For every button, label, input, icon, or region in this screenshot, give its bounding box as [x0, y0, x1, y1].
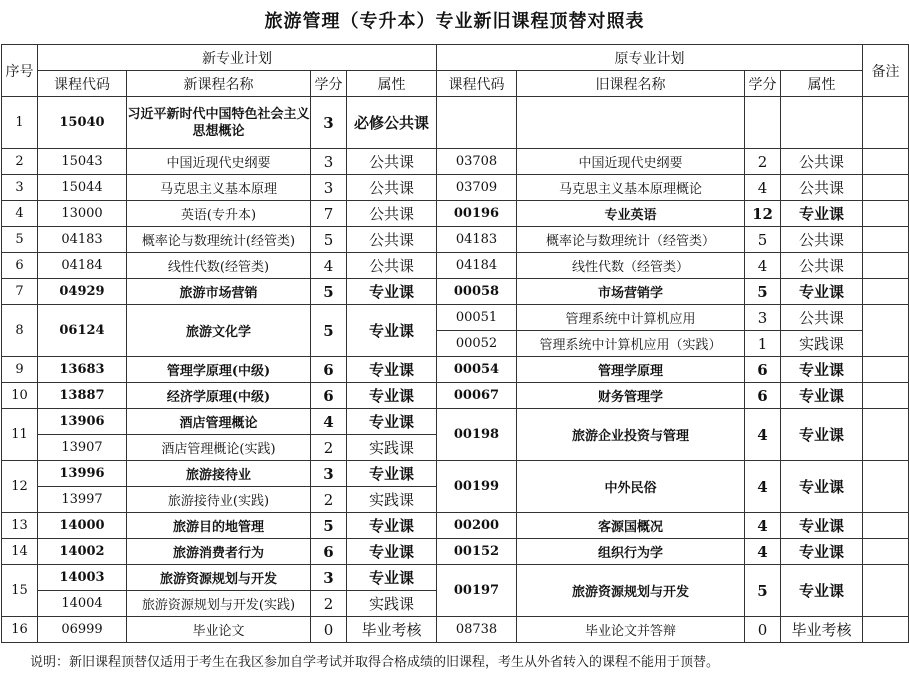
old-code-cell: 04183	[437, 227, 517, 253]
seq-cell: 5	[2, 227, 38, 253]
new-code-cell: 13907	[38, 435, 127, 461]
seq-cell: 16	[2, 617, 38, 643]
remark-cell	[863, 409, 909, 461]
new-attr-cell: 专业课	[347, 539, 437, 565]
seq-cell: 15	[2, 565, 38, 617]
new-code-cell: 06999	[38, 617, 127, 643]
old-attr-cell: 专业课	[781, 539, 863, 565]
new-name-cell: 旅游接待业(实践)	[127, 487, 311, 513]
new-attr-cell: 公共课	[347, 149, 437, 175]
new-code-cell: 13996	[38, 461, 127, 487]
new-name-cell: 酒店管理概论	[127, 409, 311, 435]
remark-cell	[863, 617, 909, 643]
old-credit-cell: 4	[745, 513, 781, 539]
old-attr-cell: 毕业考核	[781, 617, 863, 643]
seq-cell: 6	[2, 253, 38, 279]
old-credit-cell: 4	[745, 175, 781, 201]
old-name-cell: 管理学原理	[517, 357, 745, 383]
old-attr-cell: 专业课	[781, 461, 863, 513]
new-name-cell: 管理学原理(中级)	[127, 357, 311, 383]
new-credit-cell: 3	[311, 565, 347, 591]
new-name-cell: 习近平新时代中国特色社会主义思想概论	[127, 97, 311, 149]
new-code-cell: 13887	[38, 383, 127, 409]
old-attr-cell: 公共课	[781, 227, 863, 253]
old-name-cell: 概率论与数理统计（经管类）	[517, 227, 745, 253]
new-attr-cell: 公共课	[347, 175, 437, 201]
new-attr-cell: 毕业考核	[347, 617, 437, 643]
old-code-cell: 08738	[437, 617, 517, 643]
new-code-cell: 13997	[38, 487, 127, 513]
old-code-cell: 03708	[437, 149, 517, 175]
old-credit-cell: 4	[745, 253, 781, 279]
seq-cell: 13	[2, 513, 38, 539]
new-credit-cell: 2	[311, 487, 347, 513]
remark-cell	[863, 565, 909, 617]
table-row	[2, 149, 909, 175]
old-credit-cell: 12	[745, 201, 781, 227]
new-code-cell: 14002	[38, 539, 127, 565]
seq-cell: 1	[2, 97, 38, 149]
old-credit-cell	[745, 97, 781, 149]
new-name-cell: 毕业论文	[127, 617, 311, 643]
old-code-cell: 00198	[437, 409, 517, 461]
new-attr-cell: 实践课	[347, 487, 437, 513]
old-name-cell: 马克思主义基本原理概论	[517, 175, 745, 201]
remark-cell	[863, 253, 909, 279]
old-credit-cell: 2	[745, 149, 781, 175]
new-name-cell: 英语(专升本)	[127, 201, 311, 227]
old-name-cell: 毕业论文并答辩	[517, 617, 745, 643]
old-name-cell: 管理系统中计算机应用（实践）	[517, 331, 745, 357]
seq-cell: 10	[2, 383, 38, 409]
old-credit-cell: 3	[745, 305, 781, 331]
remark-cell	[863, 383, 909, 409]
old-name-cell	[517, 97, 745, 149]
table-row	[2, 227, 909, 253]
new-attr-cell: 专业课	[347, 279, 437, 305]
old-name-cell: 客源国概况	[517, 513, 745, 539]
old-credit-header: 学分	[745, 71, 781, 97]
new-name-cell: 旅游市场营销	[127, 279, 311, 305]
new-code-cell: 14000	[38, 513, 127, 539]
old-attr-cell: 专业课	[781, 513, 863, 539]
new-attr-cell: 公共课	[347, 201, 437, 227]
remark-cell	[863, 149, 909, 175]
table-row	[2, 539, 909, 565]
old-attr-cell: 公共课	[781, 149, 863, 175]
table-row	[2, 201, 909, 227]
old-attr-cell: 专业课	[781, 409, 863, 461]
old-code-cell: 00051	[437, 305, 517, 331]
remark-cell	[863, 175, 909, 201]
new-credit-cell: 0	[311, 617, 347, 643]
new-credit-cell: 2	[311, 591, 347, 617]
new-credit-cell: 3	[311, 461, 347, 487]
old-name-cell: 旅游企业投资与管理	[517, 409, 745, 461]
new-code-cell: 15044	[38, 175, 127, 201]
old-attr-header: 属性	[781, 71, 863, 97]
seq-cell: 12	[2, 461, 38, 513]
new-name-cell: 旅游消费者行为	[127, 539, 311, 565]
table-row	[2, 357, 909, 383]
new-credit-cell: 6	[311, 383, 347, 409]
new-credit-cell: 3	[311, 149, 347, 175]
old-name-cell: 中国近现代史纲要	[517, 149, 745, 175]
old-code-cell	[437, 97, 517, 149]
new-attr-cell: 专业课	[347, 305, 437, 357]
old-credit-cell: 5	[745, 279, 781, 305]
seq-cell: 3	[2, 175, 38, 201]
new-attr-cell: 实践课	[347, 591, 437, 617]
new-code-cell: 14004	[38, 591, 127, 617]
new-code-cell: 04183	[38, 227, 127, 253]
old-credit-cell: 4	[745, 409, 781, 461]
old-code-cell: 03709	[437, 175, 517, 201]
old-name-cell: 旅游资源规划与开发	[517, 565, 745, 617]
old-attr-cell: 公共课	[781, 253, 863, 279]
old-credit-cell: 6	[745, 357, 781, 383]
old-attr-cell: 实践课	[781, 331, 863, 357]
remark-cell	[863, 97, 909, 149]
old-code-cell: 00058	[437, 279, 517, 305]
new-credit-cell: 7	[311, 201, 347, 227]
new-name-cell: 旅游资源规划与开发	[127, 565, 311, 591]
old-code-cell: 00052	[437, 331, 517, 357]
new-name-cell: 中国近现代史纲要	[127, 149, 311, 175]
table-row	[2, 565, 909, 591]
seq-cell: 14	[2, 539, 38, 565]
old-name-cell: 专业英语	[517, 201, 745, 227]
old-code-cell: 00152	[437, 539, 517, 565]
table-row	[2, 97, 909, 149]
old-plan-header: 原专业计划	[437, 45, 863, 71]
old-attr-cell: 专业课	[781, 201, 863, 227]
new-name-header: 新课程名称	[127, 71, 311, 97]
old-code-header: 课程代码	[437, 71, 517, 97]
new-credit-cell: 5	[311, 513, 347, 539]
old-credit-cell: 6	[745, 383, 781, 409]
new-credit-cell: 2	[311, 435, 347, 461]
seq-cell: 9	[2, 357, 38, 383]
old-attr-cell: 专业课	[781, 383, 863, 409]
remark-cell	[863, 305, 909, 357]
old-credit-cell: 0	[745, 617, 781, 643]
new-credit-cell: 3	[311, 175, 347, 201]
old-code-cell: 00054	[437, 357, 517, 383]
old-name-cell: 线性代数（经管类）	[517, 253, 745, 279]
new-attr-cell: 专业课	[347, 409, 437, 435]
remark-cell	[863, 227, 909, 253]
remark-header: 备注	[863, 45, 909, 97]
seq-cell: 8	[2, 305, 38, 357]
remark-cell	[863, 461, 909, 513]
table-body	[2, 97, 909, 643]
new-name-cell: 旅游接待业	[127, 461, 311, 487]
new-name-cell: 马克思主义基本原理	[127, 175, 311, 201]
new-attr-cell: 专业课	[347, 383, 437, 409]
table-row	[2, 513, 909, 539]
old-code-cell: 00197	[437, 565, 517, 617]
new-name-cell: 旅游文化学	[127, 305, 311, 357]
old-attr-cell: 专业课	[781, 279, 863, 305]
remark-cell	[863, 357, 909, 383]
new-credit-cell: 6	[311, 357, 347, 383]
old-code-cell: 00067	[437, 383, 517, 409]
footnote: 说明：新旧课程顶替仅适用于考生在我区参加自学考试并取得合格成绩的旧课程，考生从外省转入的课程不能用于顶替。	[30, 655, 720, 670]
new-attr-cell: 专业课	[347, 513, 437, 539]
old-credit-cell: 4	[745, 461, 781, 513]
table-row	[2, 617, 909, 643]
old-code-cell: 00199	[437, 461, 517, 513]
new-name-cell: 概率论与数理统计(经管类)	[127, 227, 311, 253]
new-code-cell: 13683	[38, 357, 127, 383]
old-name-cell: 市场营销学	[517, 279, 745, 305]
new-credit-cell: 5	[311, 305, 347, 357]
new-credit-cell: 5	[311, 227, 347, 253]
remark-cell	[863, 539, 909, 565]
seq-cell: 4	[2, 201, 38, 227]
new-attr-cell: 必修公共课	[347, 97, 437, 149]
table-row	[2, 409, 909, 435]
remark-cell	[863, 201, 909, 227]
new-code-cell: 13906	[38, 409, 127, 435]
old-credit-cell: 4	[745, 539, 781, 565]
old-credit-cell: 1	[745, 331, 781, 357]
seq-cell: 2	[2, 149, 38, 175]
new-attr-cell: 公共课	[347, 253, 437, 279]
table-row	[2, 175, 909, 201]
old-attr-cell: 公共课	[781, 305, 863, 331]
new-name-cell: 酒店管理概论(实践)	[127, 435, 311, 461]
old-name-cell: 组织行为学	[517, 539, 745, 565]
new-name-cell: 旅游资源规划与开发(实践)	[127, 591, 311, 617]
new-credit-cell: 6	[311, 539, 347, 565]
old-code-cell: 00200	[437, 513, 517, 539]
old-attr-cell: 专业课	[781, 565, 863, 617]
new-credit-header: 学分	[311, 71, 347, 97]
new-attr-cell: 专业课	[347, 565, 437, 591]
old-attr-cell: 公共课	[781, 175, 863, 201]
new-code-header: 课程代码	[38, 71, 127, 97]
new-credit-cell: 4	[311, 409, 347, 435]
new-attr-cell: 公共课	[347, 227, 437, 253]
old-attr-cell	[781, 97, 863, 149]
new-name-cell: 经济学原理(中级)	[127, 383, 311, 409]
new-code-cell: 13000	[38, 201, 127, 227]
course-comparison-table	[1, 44, 909, 643]
table-row	[2, 461, 909, 487]
old-attr-cell: 专业课	[781, 357, 863, 383]
old-credit-cell: 5	[745, 227, 781, 253]
old-name-cell: 中外民俗	[517, 461, 745, 513]
table-row	[2, 305, 909, 331]
table-row	[2, 279, 909, 305]
new-code-cell: 04929	[38, 279, 127, 305]
old-credit-cell: 5	[745, 565, 781, 617]
old-code-cell: 04184	[437, 253, 517, 279]
new-credit-cell: 4	[311, 253, 347, 279]
new-attr-cell: 专业课	[347, 461, 437, 487]
page-title: 旅游管理（专升本）专业新旧课程顶替对照表	[264, 11, 645, 32]
seq-cell: 11	[2, 409, 38, 461]
remark-cell	[863, 513, 909, 539]
old-name-cell: 管理系统中计算机应用	[517, 305, 745, 331]
new-code-cell: 15040	[38, 97, 127, 149]
new-name-cell: 线性代数(经管类)	[127, 253, 311, 279]
new-credit-cell: 5	[311, 279, 347, 305]
new-credit-cell: 3	[311, 97, 347, 149]
old-name-cell: 财务管理学	[517, 383, 745, 409]
old-name-header: 旧课程名称	[517, 71, 745, 97]
seq-cell: 7	[2, 279, 38, 305]
new-code-cell: 06124	[38, 305, 127, 357]
new-code-cell: 04184	[38, 253, 127, 279]
new-plan-header: 新专业计划	[38, 45, 437, 71]
new-name-cell: 旅游目的地管理	[127, 513, 311, 539]
new-code-cell: 14003	[38, 565, 127, 591]
table-row	[2, 383, 909, 409]
seq-header: 序号	[2, 45, 38, 97]
new-attr-header: 属性	[347, 71, 437, 97]
old-code-cell: 00196	[437, 201, 517, 227]
table-row	[2, 253, 909, 279]
remark-cell	[863, 279, 909, 305]
new-attr-cell: 实践课	[347, 435, 437, 461]
new-attr-cell: 专业课	[347, 357, 437, 383]
new-code-cell: 15043	[38, 149, 127, 175]
